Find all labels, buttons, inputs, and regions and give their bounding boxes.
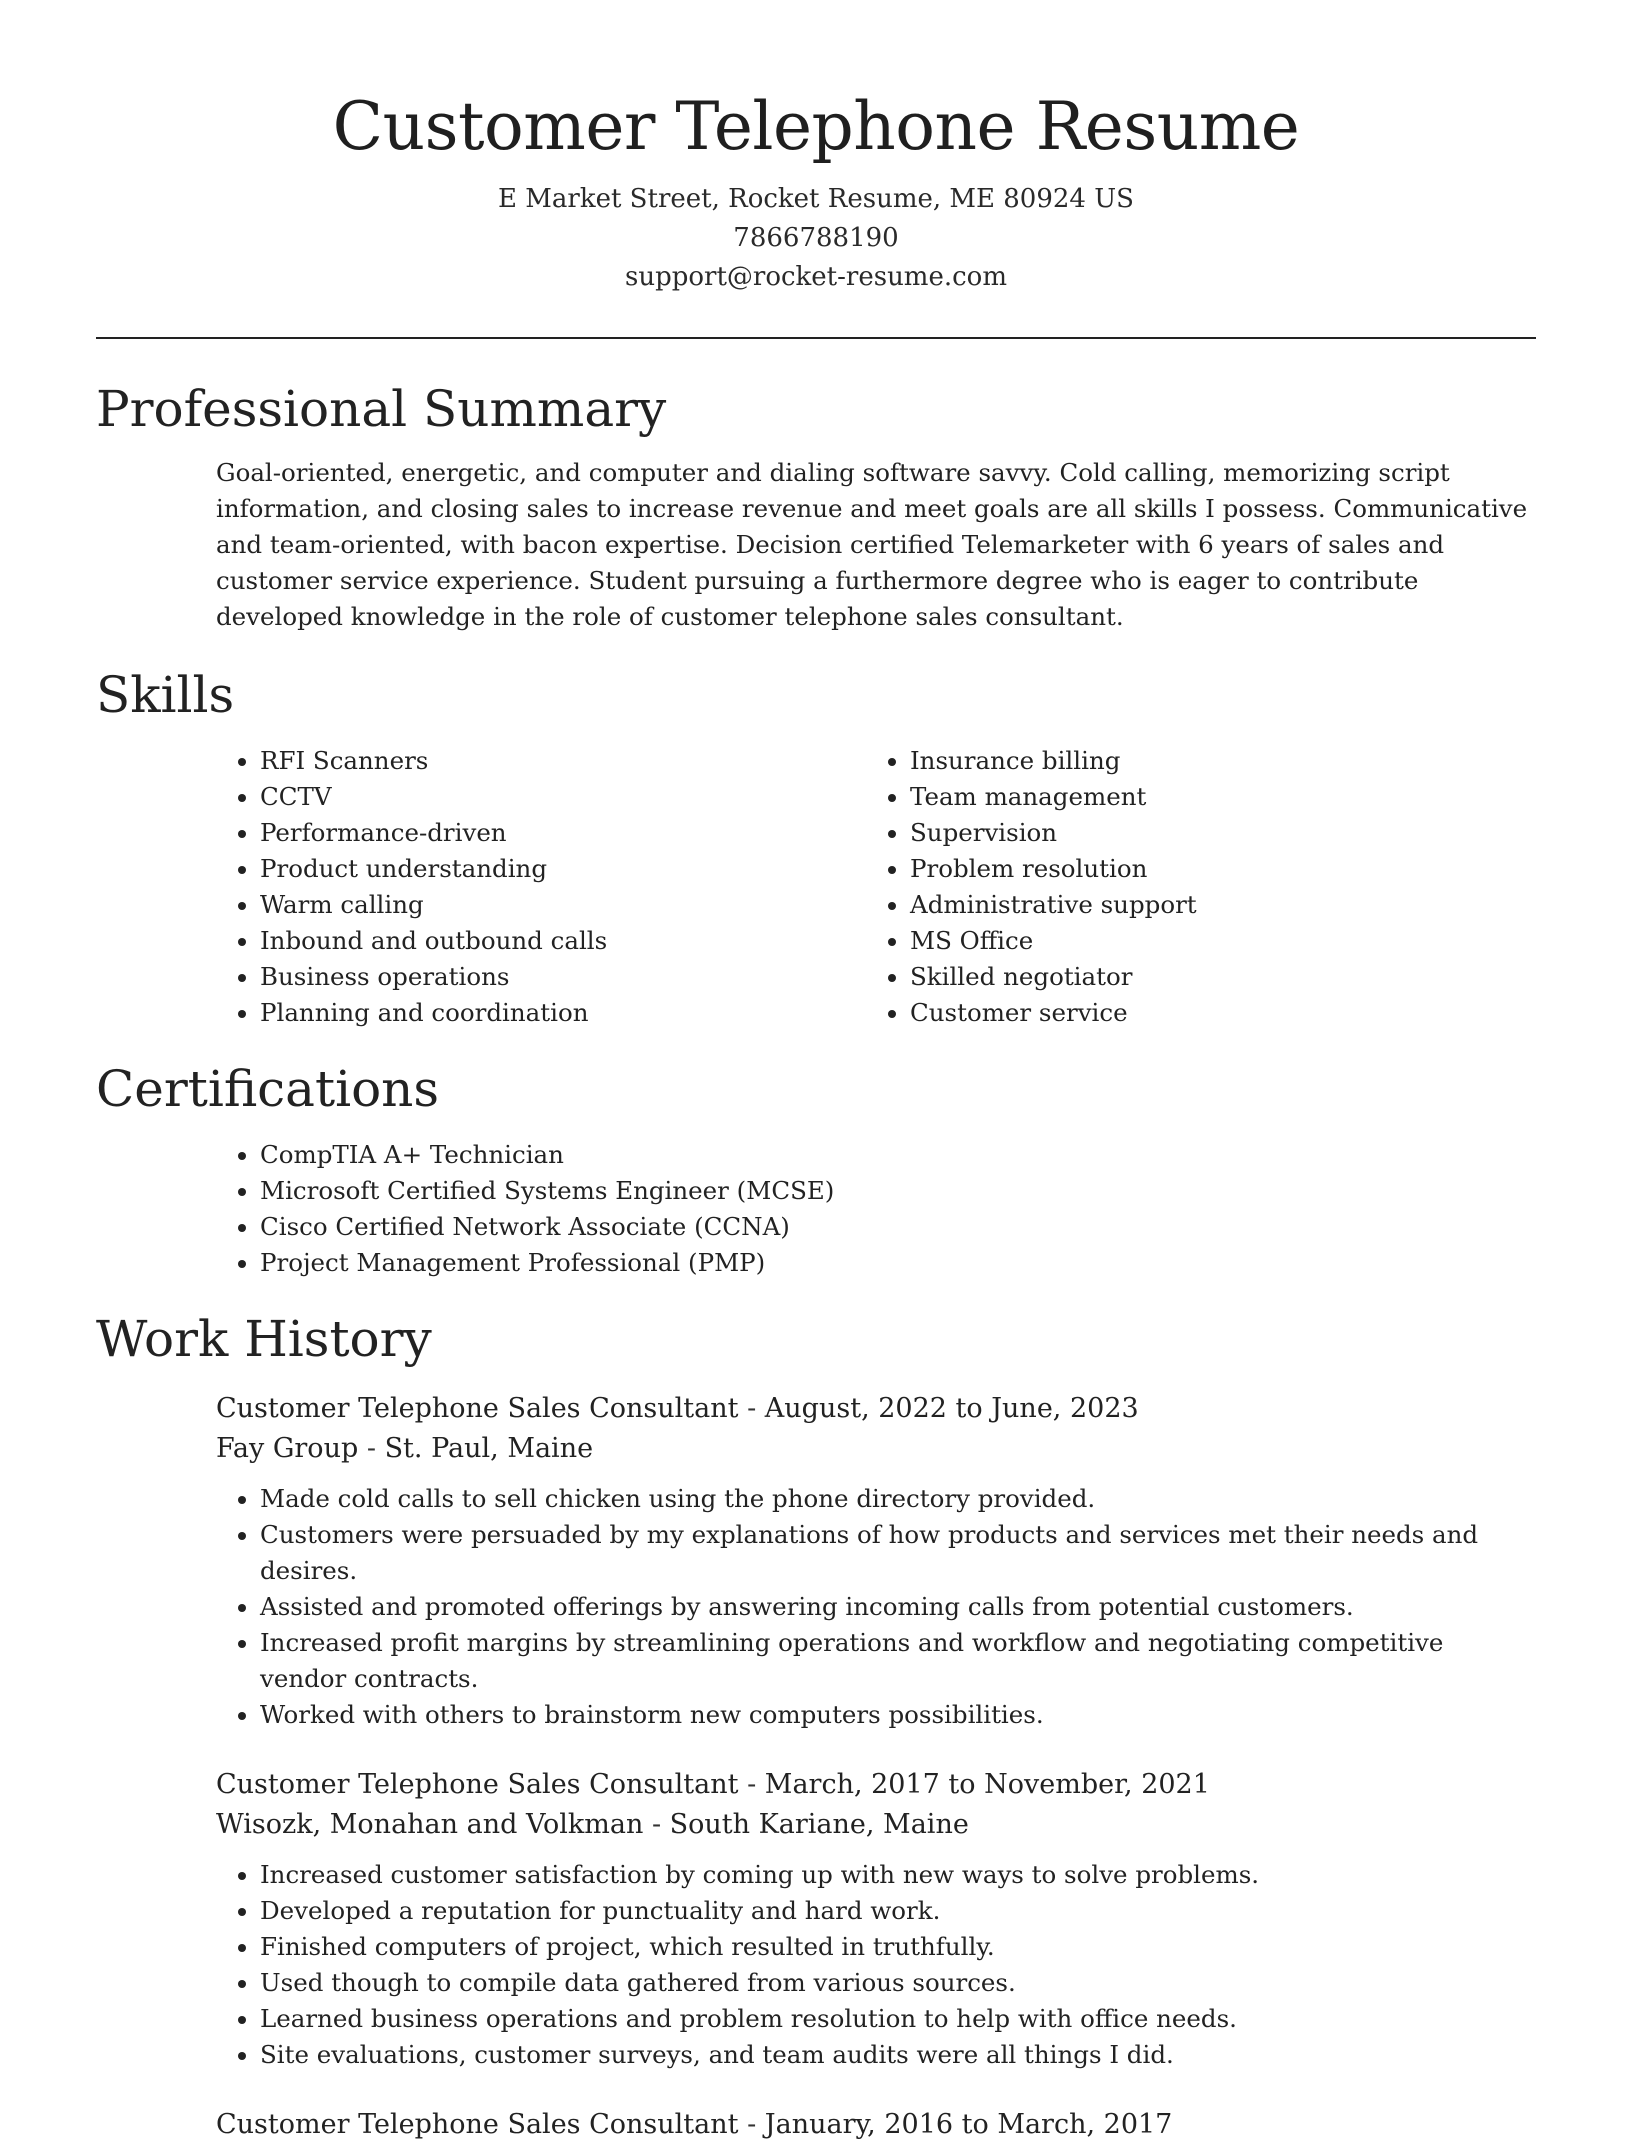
skill-item: • RFI Scanners [260, 743, 866, 779]
job-location: St. Paul, Maine [384, 1433, 594, 1464]
summary-text: Goal-oriented, energetic, and computer and dialing software savvy. Cold calling, memorizing script information, and closing sales to increase revenue and meet goals are all skills I possess. Communicative and team-oriented, with bacon expertise. Decision certified Telemarketer with 6 years of sales and customer service experience. Student pursuing a furthermore degree who is eager to contribute developed knowledge in the role of customer telephone sales consultant. [216, 458, 1528, 631]
certification-item: • Microsoft Certified Systems Engineer (MCSE) [260, 1173, 1536, 1209]
certification-item: • Project Management Professional (PMP) [260, 1245, 1536, 1281]
skill-item: • Problem resolution [910, 851, 1516, 887]
job-dates: January, 2016 to March, 2017 [764, 2109, 1173, 2140]
certifications-section [96, 1057, 1536, 1281]
job-entry [216, 1389, 1536, 1733]
skills-list-left [216, 743, 866, 1031]
job-bullet: • Developed a reputation for punctuality and hard work. [260, 1893, 1536, 1929]
skill-item: • Administrative support [910, 887, 1516, 923]
job-bullet: • Increased profit margins by streamlining operations and workflow and negotiating competitive vendor contracts. [260, 1625, 1536, 1697]
job-bullet: • Finished computers of project, which resulted in truthfully. [260, 1929, 1536, 1965]
job-company-line [216, 1805, 1536, 1845]
header-divider [96, 337, 1536, 339]
job-dates: August, 2022 to June, 2023 [764, 1393, 1139, 1424]
job-separator: - [747, 2109, 757, 2140]
skill-item: • Performance-driven [260, 815, 866, 851]
certification-item: • CompTIA A+ Technician [260, 1137, 1536, 1173]
certifications-heading: Certifications [96, 1060, 440, 1118]
skill-item: • Warm calling [260, 887, 866, 923]
job-title: Customer Telephone Sales Consultant [216, 1393, 739, 1424]
work-history-section [96, 1307, 1536, 2145]
summary-heading: Professional Summary [96, 380, 667, 438]
job-company-line [216, 1429, 1536, 1469]
resume-title: Customer Telephone Resume [332, 88, 1300, 165]
job-bullets [216, 1857, 1536, 2073]
job-title: Customer Telephone Sales Consultant [216, 2109, 739, 2140]
job-bullet: • Used though to compile data gathered from various sources. [260, 1965, 1536, 2001]
skill-item: • Business operations [260, 959, 866, 995]
work-history-heading: Work History [96, 1310, 432, 1368]
job-bullet: • Made cold calls to sell chicken using the phone directory provided. [260, 1481, 1536, 1517]
certification-item: • Cisco Certified Network Associate (CCNA) [260, 1209, 1536, 1245]
contact-block [96, 180, 1536, 297]
skill-item: • Product understanding [260, 851, 866, 887]
email-text: support@rocket-resume.com [624, 262, 1007, 292]
certifications-body [216, 1137, 1536, 1281]
job-bullet: • Learned business operations and problem resolution to help with office needs. [260, 2001, 1536, 2037]
skill-item: • CCTV [260, 779, 866, 815]
skill-item: • Customer service [910, 995, 1516, 1031]
job-dates: March, 2017 to November, 2021 [764, 1769, 1210, 1800]
skill-item: • MS Office [910, 923, 1516, 959]
job-separator: - [366, 1433, 376, 1464]
skill-item: • Supervision [910, 815, 1516, 851]
resume-header [96, 0, 1536, 297]
certifications-list [216, 1137, 1536, 1281]
summary-section [96, 377, 1536, 635]
job-bullet: • Customers were persuaded by my explanations of how products and services met their needs and desires. [260, 1517, 1536, 1589]
resume-page [96, 0, 1536, 2145]
phone-text: 7866788190 [733, 223, 899, 253]
job-entry [216, 2105, 1536, 2145]
job-bullet: • Worked with others to brainstorm new computers possibilities. [260, 1697, 1536, 1733]
address-text: E Market Street, Rocket Resume, ME 80924 US [498, 184, 1134, 214]
skills-heading: Skills [96, 666, 235, 724]
job-title: Customer Telephone Sales Consultant [216, 1769, 739, 1800]
skill-item: • Planning and coordination [260, 995, 866, 1031]
job-bullet: • Assisted and promoted offerings by answering incoming calls from potential customers. [260, 1589, 1536, 1625]
skill-item: • Team management [910, 779, 1516, 815]
job-title-line [216, 1389, 1536, 1429]
skills-section [96, 663, 1536, 1031]
skill-item: • Inbound and outbound calls [260, 923, 866, 959]
job-separator: - [747, 1769, 757, 1800]
job-title-line [216, 1765, 1536, 1805]
job-separator: - [651, 1809, 662, 1840]
skills-grid [216, 743, 1536, 1031]
job-bullet: • Site evaluations, customer surveys, and team audits were all things I did. [260, 2037, 1536, 2073]
job-title-line [216, 2105, 1536, 2145]
job-separator: - [747, 1393, 757, 1424]
job-entry [216, 1765, 1536, 2073]
job-company: Fay Group [216, 1433, 359, 1464]
job-company: Wisozk, Monahan and Volkman [216, 1809, 644, 1840]
job-bullet: • Increased customer satisfaction by coming up with new ways to solve problems. [260, 1857, 1536, 1893]
skills-list-right [866, 743, 1516, 1031]
job-location: South Kariane, Maine [669, 1809, 969, 1840]
skill-item: • Skilled negotiator [910, 959, 1516, 995]
skill-item: • Insurance billing [910, 743, 1516, 779]
job-bullets [216, 1481, 1536, 1733]
